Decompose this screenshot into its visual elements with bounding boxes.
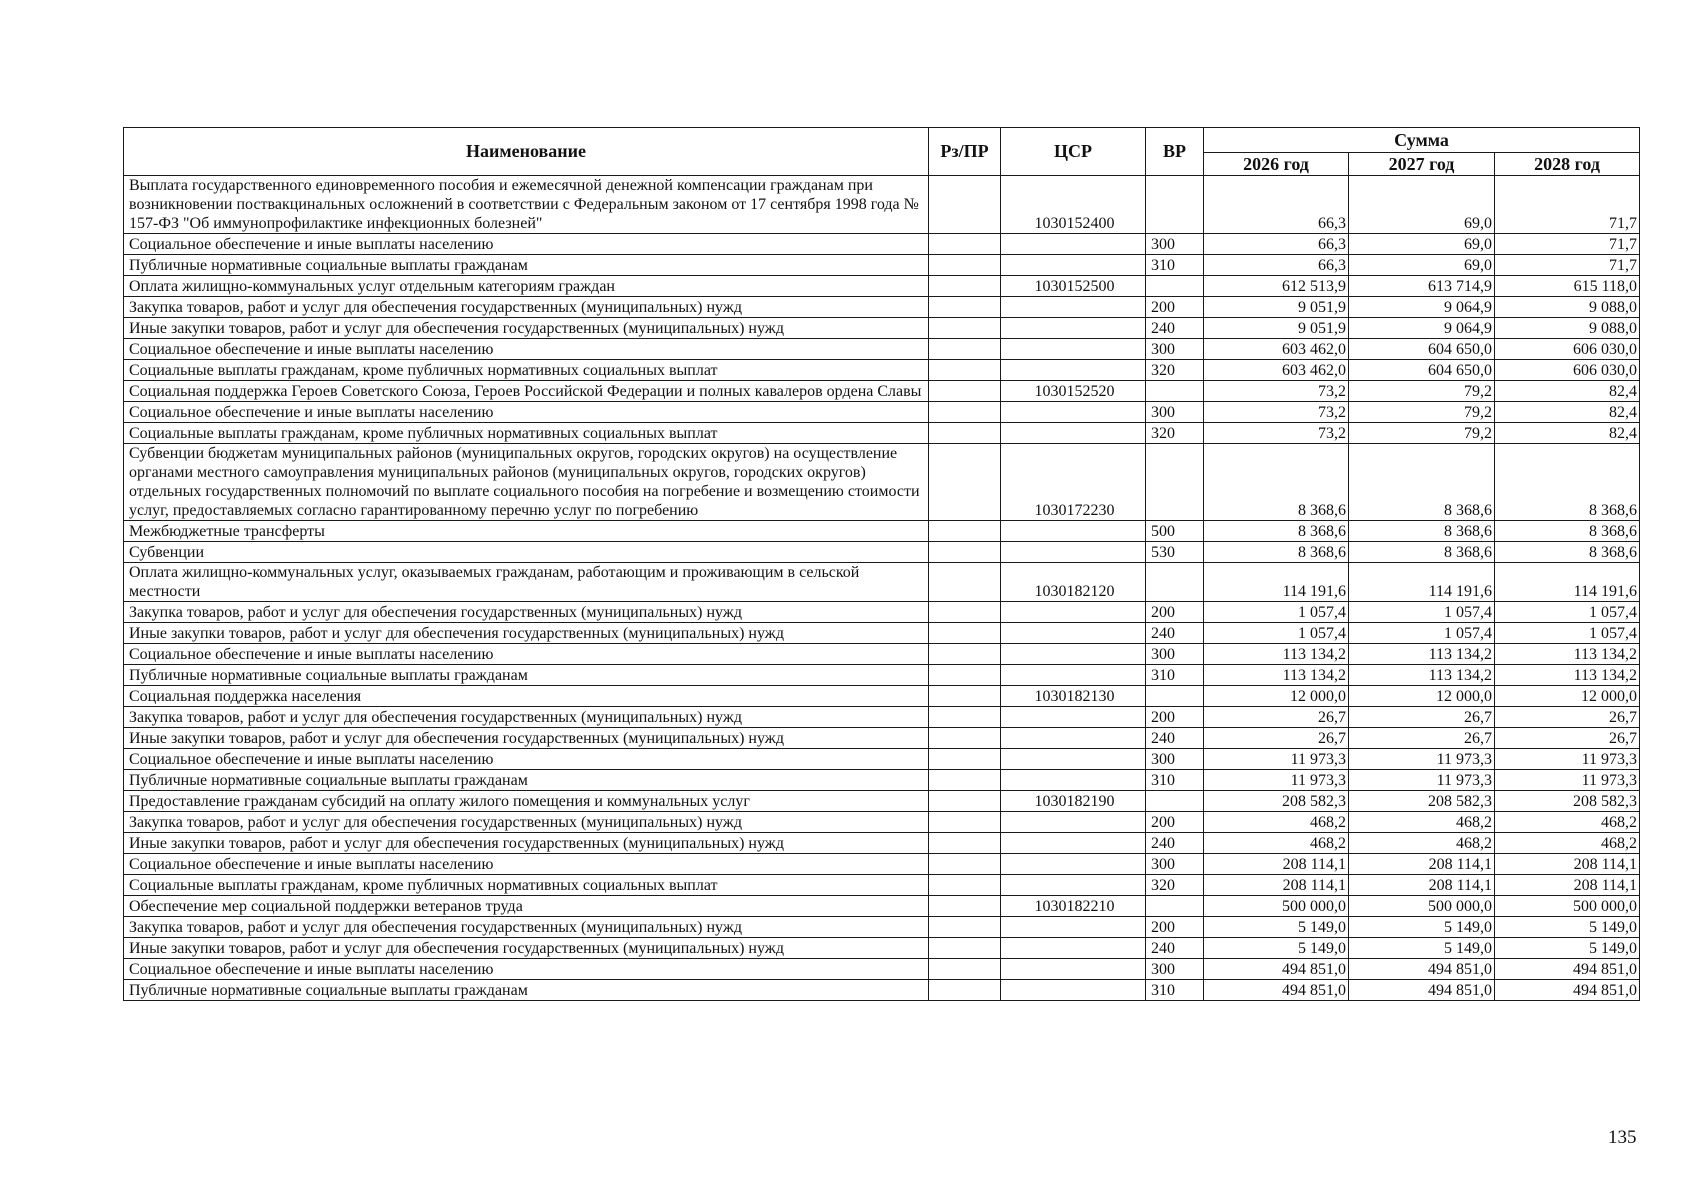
row-csr — [1001, 812, 1146, 833]
row-name: Социальное обеспечение и иные выплаты населению — [124, 959, 929, 980]
row-vr: 300 — [1146, 959, 1204, 980]
row-vr — [1146, 276, 1204, 297]
header-vr: ВР — [1146, 128, 1204, 176]
table-row — [124, 444, 1640, 521]
row-name: Предоставление гражданам субсидий на оплату жилого помещения и коммунальных услуг — [124, 791, 929, 812]
row-rzpr — [929, 381, 1001, 402]
row-name: Выплата государственного единовременного пособия и ежемесячной денежной компенсации гражданам при возникновении поствакцинальных осложнений в соответствии с Федеральным законом от 17 сентября 1998 года № 157-ФЗ "Об иммунопрофилактике инфекционных болезней" — [124, 176, 929, 234]
table-row — [124, 234, 1640, 255]
table-row — [124, 665, 1640, 686]
row-csr — [1001, 707, 1146, 728]
row-csr — [1001, 728, 1146, 749]
row-rzpr — [929, 521, 1001, 542]
row-value-2026: 494 851,0 — [1204, 959, 1349, 980]
row-value-2026: 26,7 — [1204, 728, 1349, 749]
row-value-2027: 1 057,4 — [1349, 623, 1495, 644]
row-value-2026: 8 368,6 — [1204, 542, 1349, 563]
row-value-2026: 1 057,4 — [1204, 602, 1349, 623]
row-name: Публичные нормативные социальные выплаты гражданам — [124, 665, 929, 686]
row-rzpr — [929, 686, 1001, 707]
row-value-2028: 26,7 — [1495, 707, 1640, 728]
row-vr: 310 — [1146, 980, 1204, 1001]
row-vr: 240 — [1146, 623, 1204, 644]
row-value-2026: 9 051,9 — [1204, 318, 1349, 339]
row-value-2028: 114 191,6 — [1495, 563, 1640, 602]
row-vr: 200 — [1146, 812, 1204, 833]
table-row — [124, 318, 1640, 339]
table-body — [124, 176, 1640, 1001]
row-name: Иные закупки товаров, работ и услуг для обеспечения государственных (муниципальных) нужд — [124, 728, 929, 749]
row-name: Социальные выплаты гражданам, кроме публичных нормативных социальных выплат — [124, 875, 929, 896]
row-value-2027: 5 149,0 — [1349, 938, 1495, 959]
row-name: Закупка товаров, работ и услуг для обеспечения государственных (муниципальных) нужд — [124, 917, 929, 938]
row-csr: 1030152400 — [1001, 176, 1146, 234]
row-value-2028: 208 582,3 — [1495, 791, 1640, 812]
row-value-2026: 208 114,1 — [1204, 854, 1349, 875]
row-csr — [1001, 665, 1146, 686]
row-value-2026: 494 851,0 — [1204, 980, 1349, 1001]
row-value-2028: 26,7 — [1495, 728, 1640, 749]
row-rzpr — [929, 854, 1001, 875]
row-value-2026: 11 973,3 — [1204, 770, 1349, 791]
table-row — [124, 959, 1640, 980]
row-value-2027: 8 368,6 — [1349, 521, 1495, 542]
row-value-2027: 604 650,0 — [1349, 339, 1495, 360]
table-row — [124, 176, 1640, 234]
row-vr — [1146, 896, 1204, 917]
row-value-2026: 468,2 — [1204, 812, 1349, 833]
row-value-2026: 66,3 — [1204, 176, 1349, 234]
table-row — [124, 623, 1640, 644]
row-value-2026: 73,2 — [1204, 402, 1349, 423]
page-number: 135 — [1608, 1127, 1637, 1148]
table-row — [124, 812, 1640, 833]
row-vr: 200 — [1146, 707, 1204, 728]
row-value-2027: 12 000,0 — [1349, 686, 1495, 707]
row-value-2027: 11 973,3 — [1349, 749, 1495, 770]
row-rzpr — [929, 318, 1001, 339]
row-csr: 1030182130 — [1001, 686, 1146, 707]
row-name: Закупка товаров, работ и услуг для обеспечения государственных (муниципальных) нужд — [124, 707, 929, 728]
row-csr — [1001, 339, 1146, 360]
row-name: Социальная поддержка населения — [124, 686, 929, 707]
row-value-2028: 494 851,0 — [1495, 959, 1640, 980]
row-value-2027: 604 650,0 — [1349, 360, 1495, 381]
row-rzpr — [929, 917, 1001, 938]
table-header — [124, 128, 1640, 176]
row-name: Иные закупки товаров, работ и услуг для обеспечения государственных (муниципальных) нужд — [124, 623, 929, 644]
table-row — [124, 381, 1640, 402]
row-value-2026: 5 149,0 — [1204, 938, 1349, 959]
row-vr — [1146, 563, 1204, 602]
row-csr — [1001, 542, 1146, 563]
row-name: Межбюджетные трансферты — [124, 521, 929, 542]
row-vr: 300 — [1146, 402, 1204, 423]
row-rzpr — [929, 276, 1001, 297]
header-year-2026: 2026 год — [1204, 153, 1349, 176]
row-csr: 1030172230 — [1001, 444, 1146, 521]
row-rzpr — [929, 749, 1001, 770]
row-value-2027: 500 000,0 — [1349, 896, 1495, 917]
row-rzpr — [929, 938, 1001, 959]
row-name: Иные закупки товаров, работ и услуг для обеспечения государственных (муниципальных) нужд — [124, 938, 929, 959]
row-name: Социальная поддержка Героев Советского Союза, Героев Российской Федерации и полных кавалеров ордена Славы — [124, 381, 929, 402]
row-value-2026: 73,2 — [1204, 381, 1349, 402]
row-value-2028: 12 000,0 — [1495, 686, 1640, 707]
table-row — [124, 791, 1640, 812]
row-name: Публичные нормативные социальные выплаты гражданам — [124, 770, 929, 791]
row-rzpr — [929, 402, 1001, 423]
row-value-2026: 8 368,6 — [1204, 521, 1349, 542]
row-value-2027: 113 134,2 — [1349, 665, 1495, 686]
row-value-2028: 606 030,0 — [1495, 360, 1640, 381]
row-value-2027: 69,0 — [1349, 234, 1495, 255]
row-value-2027: 494 851,0 — [1349, 959, 1495, 980]
row-name: Иные закупки товаров, работ и услуг для обеспечения государственных (муниципальных) нужд — [124, 318, 929, 339]
row-csr: 1030182190 — [1001, 791, 1146, 812]
row-rzpr — [929, 959, 1001, 980]
row-csr — [1001, 623, 1146, 644]
row-value-2028: 82,4 — [1495, 381, 1640, 402]
row-value-2026: 66,3 — [1204, 255, 1349, 276]
row-value-2026: 5 149,0 — [1204, 917, 1349, 938]
row-value-2027: 69,0 — [1349, 255, 1495, 276]
row-rzpr — [929, 602, 1001, 623]
row-vr: 310 — [1146, 665, 1204, 686]
row-value-2026: 113 134,2 — [1204, 665, 1349, 686]
row-value-2028: 71,7 — [1495, 255, 1640, 276]
row-vr — [1146, 176, 1204, 234]
row-name: Социальные выплаты гражданам, кроме публичных нормативных социальных выплат — [124, 360, 929, 381]
row-csr: 1030182120 — [1001, 563, 1146, 602]
row-value-2026: 26,7 — [1204, 707, 1349, 728]
header-year-2028: 2028 год — [1495, 153, 1640, 176]
row-value-2028: 82,4 — [1495, 402, 1640, 423]
row-value-2026: 1 057,4 — [1204, 623, 1349, 644]
row-vr: 320 — [1146, 360, 1204, 381]
row-name: Социальное обеспечение и иные выплаты населению — [124, 339, 929, 360]
row-value-2026: 500 000,0 — [1204, 896, 1349, 917]
row-vr: 200 — [1146, 602, 1204, 623]
row-value-2027: 69,0 — [1349, 176, 1495, 234]
row-name: Социальное обеспечение и иные выплаты населению — [124, 402, 929, 423]
row-name: Закупка товаров, работ и услуг для обеспечения государственных (муниципальных) нужд — [124, 297, 929, 318]
table-row — [124, 875, 1640, 896]
row-rzpr — [929, 644, 1001, 665]
row-csr — [1001, 917, 1146, 938]
row-value-2027: 26,7 — [1349, 728, 1495, 749]
row-value-2027: 113 134,2 — [1349, 644, 1495, 665]
row-value-2027: 8 368,6 — [1349, 444, 1495, 521]
row-vr: 300 — [1146, 644, 1204, 665]
row-value-2026: 208 582,3 — [1204, 791, 1349, 812]
header-csr: ЦСР — [1001, 128, 1146, 176]
row-value-2026: 12 000,0 — [1204, 686, 1349, 707]
row-vr: 300 — [1146, 234, 1204, 255]
row-rzpr — [929, 875, 1001, 896]
table-row — [124, 339, 1640, 360]
row-vr: 300 — [1146, 339, 1204, 360]
row-name: Публичные нормативные социальные выплаты гражданам — [124, 980, 929, 1001]
table-row — [124, 402, 1640, 423]
row-rzpr — [929, 791, 1001, 812]
row-value-2026: 208 114,1 — [1204, 875, 1349, 896]
table-row — [124, 423, 1640, 444]
row-csr — [1001, 234, 1146, 255]
row-vr — [1146, 444, 1204, 521]
row-csr — [1001, 854, 1146, 875]
row-rzpr — [929, 833, 1001, 854]
table-row — [124, 854, 1640, 875]
row-value-2027: 26,7 — [1349, 707, 1495, 728]
row-value-2028: 1 057,4 — [1495, 602, 1640, 623]
row-vr: 500 — [1146, 521, 1204, 542]
row-csr — [1001, 644, 1146, 665]
row-value-2026: 66,3 — [1204, 234, 1349, 255]
row-vr: 200 — [1146, 917, 1204, 938]
row-name: Закупка товаров, работ и услуг для обеспечения государственных (муниципальных) нужд — [124, 812, 929, 833]
row-rzpr — [929, 234, 1001, 255]
row-name: Социальное обеспечение и иные выплаты населению — [124, 749, 929, 770]
row-name: Социальные выплаты гражданам, кроме публичных нормативных социальных выплат — [124, 423, 929, 444]
row-value-2028: 1 057,4 — [1495, 623, 1640, 644]
row-value-2028: 113 134,2 — [1495, 665, 1640, 686]
row-value-2028: 71,7 — [1495, 234, 1640, 255]
table-row — [124, 276, 1640, 297]
row-name: Социальное обеспечение и иные выплаты населению — [124, 854, 929, 875]
row-csr — [1001, 980, 1146, 1001]
row-csr — [1001, 255, 1146, 276]
row-vr — [1146, 381, 1204, 402]
table-row — [124, 938, 1640, 959]
row-vr: 320 — [1146, 423, 1204, 444]
row-vr: 300 — [1146, 749, 1204, 770]
row-value-2027: 613 714,9 — [1349, 276, 1495, 297]
row-rzpr — [929, 980, 1001, 1001]
row-value-2027: 79,2 — [1349, 402, 1495, 423]
row-vr — [1146, 686, 1204, 707]
row-name: Публичные нормативные социальные выплаты гражданам — [124, 255, 929, 276]
row-value-2027: 79,2 — [1349, 423, 1495, 444]
row-value-2028: 8 368,6 — [1495, 521, 1640, 542]
row-value-2026: 612 513,9 — [1204, 276, 1349, 297]
row-csr — [1001, 602, 1146, 623]
table-row — [124, 602, 1640, 623]
row-value-2028: 9 088,0 — [1495, 318, 1640, 339]
row-value-2027: 468,2 — [1349, 812, 1495, 833]
row-csr: 1030152500 — [1001, 276, 1146, 297]
row-csr — [1001, 423, 1146, 444]
row-value-2028: 208 114,1 — [1495, 875, 1640, 896]
row-value-2028: 606 030,0 — [1495, 339, 1640, 360]
table-row — [124, 686, 1640, 707]
row-value-2028: 615 118,0 — [1495, 276, 1640, 297]
row-rzpr — [929, 665, 1001, 686]
row-name: Оплата жилищно-коммунальных услуг, оказываемых гражданам, работающим и проживающим в сельской местности — [124, 563, 929, 602]
budget-table — [123, 127, 1640, 1001]
row-rzpr — [929, 360, 1001, 381]
row-value-2026: 603 462,0 — [1204, 339, 1349, 360]
row-csr — [1001, 770, 1146, 791]
row-value-2026: 603 462,0 — [1204, 360, 1349, 381]
row-rzpr — [929, 896, 1001, 917]
row-vr: 530 — [1146, 542, 1204, 563]
row-value-2027: 494 851,0 — [1349, 980, 1495, 1001]
row-value-2028: 11 973,3 — [1495, 749, 1640, 770]
table-row — [124, 749, 1640, 770]
row-value-2026: 11 973,3 — [1204, 749, 1349, 770]
table-row — [124, 521, 1640, 542]
row-value-2028: 11 973,3 — [1495, 770, 1640, 791]
row-value-2027: 9 064,9 — [1349, 297, 1495, 318]
row-value-2026: 8 368,6 — [1204, 444, 1349, 521]
row-vr: 240 — [1146, 833, 1204, 854]
row-name: Обеспечение мер социальной поддержки ветеранов труда — [124, 896, 929, 917]
row-value-2027: 468,2 — [1349, 833, 1495, 854]
table-row — [124, 542, 1640, 563]
row-csr: 1030182210 — [1001, 896, 1146, 917]
row-csr — [1001, 402, 1146, 423]
row-rzpr — [929, 444, 1001, 521]
row-name: Закупка товаров, работ и услуг для обеспечения государственных (муниципальных) нужд — [124, 602, 929, 623]
row-csr: 1030152520 — [1001, 381, 1146, 402]
row-value-2027: 208 114,1 — [1349, 854, 1495, 875]
row-value-2027: 5 149,0 — [1349, 917, 1495, 938]
table-row — [124, 360, 1640, 381]
header-rzpr: Рз/ПР — [929, 128, 1001, 176]
table-row — [124, 770, 1640, 791]
row-value-2027: 1 057,4 — [1349, 602, 1495, 623]
row-value-2028: 5 149,0 — [1495, 917, 1640, 938]
row-csr — [1001, 318, 1146, 339]
row-rzpr — [929, 542, 1001, 563]
row-csr — [1001, 360, 1146, 381]
row-value-2028: 9 088,0 — [1495, 297, 1640, 318]
row-value-2027: 208 114,1 — [1349, 875, 1495, 896]
row-name: Социальное обеспечение и иные выплаты населению — [124, 644, 929, 665]
row-value-2027: 208 582,3 — [1349, 791, 1495, 812]
row-rzpr — [929, 339, 1001, 360]
row-value-2027: 11 973,3 — [1349, 770, 1495, 791]
row-csr — [1001, 749, 1146, 770]
row-vr: 310 — [1146, 770, 1204, 791]
row-vr: 320 — [1146, 875, 1204, 896]
row-vr: 200 — [1146, 297, 1204, 318]
row-value-2026: 73,2 — [1204, 423, 1349, 444]
row-value-2028: 500 000,0 — [1495, 896, 1640, 917]
row-rzpr — [929, 707, 1001, 728]
row-value-2026: 9 051,9 — [1204, 297, 1349, 318]
row-csr — [1001, 938, 1146, 959]
row-csr — [1001, 521, 1146, 542]
row-rzpr — [929, 623, 1001, 644]
row-value-2026: 468,2 — [1204, 833, 1349, 854]
table-row — [124, 728, 1640, 749]
header-year-2027: 2027 год — [1349, 153, 1495, 176]
row-value-2028: 82,4 — [1495, 423, 1640, 444]
row-value-2028: 8 368,6 — [1495, 444, 1640, 521]
row-vr: 240 — [1146, 318, 1204, 339]
header-sum: Сумма — [1204, 128, 1640, 153]
table-row — [124, 297, 1640, 318]
row-vr: 240 — [1146, 728, 1204, 749]
row-value-2028: 208 114,1 — [1495, 854, 1640, 875]
row-csr — [1001, 875, 1146, 896]
table-row — [124, 917, 1640, 938]
row-value-2027: 114 191,6 — [1349, 563, 1495, 602]
row-value-2026: 113 134,2 — [1204, 644, 1349, 665]
row-csr — [1001, 959, 1146, 980]
row-vr: 300 — [1146, 854, 1204, 875]
row-value-2028: 468,2 — [1495, 833, 1640, 854]
row-value-2028: 468,2 — [1495, 812, 1640, 833]
header-name: Наименование — [124, 128, 929, 176]
row-vr: 310 — [1146, 255, 1204, 276]
table-row — [124, 833, 1640, 854]
row-rzpr — [929, 423, 1001, 444]
row-csr — [1001, 833, 1146, 854]
row-value-2026: 114 191,6 — [1204, 563, 1349, 602]
row-rzpr — [929, 176, 1001, 234]
row-rzpr — [929, 770, 1001, 791]
row-rzpr — [929, 563, 1001, 602]
row-rzpr — [929, 812, 1001, 833]
row-name: Оплата жилищно-коммунальных услуг отдельным категориям граждан — [124, 276, 929, 297]
row-name: Субвенции бюджетам муниципальных районов (муниципальных округов, городских округов) на осуществление органами местного самоуправления муниципальных районов (муниципальных округов, городских округов) отдельных государственных полномочий по выплате социального пособия на погребение и возмещению стоимости услуг, предоставляемых согласно гарантированному перечню услуг по погребению — [124, 444, 929, 521]
row-rzpr — [929, 255, 1001, 276]
row-value-2028: 113 134,2 — [1495, 644, 1640, 665]
row-value-2028: 71,7 — [1495, 176, 1640, 234]
table-row — [124, 255, 1640, 276]
table-row — [124, 707, 1640, 728]
row-name: Социальное обеспечение и иные выплаты населению — [124, 234, 929, 255]
table-row — [124, 563, 1640, 602]
row-rzpr — [929, 728, 1001, 749]
row-vr — [1146, 791, 1204, 812]
row-name: Субвенции — [124, 542, 929, 563]
row-value-2028: 8 368,6 — [1495, 542, 1640, 563]
row-value-2028: 5 149,0 — [1495, 938, 1640, 959]
row-name: Иные закупки товаров, работ и услуг для обеспечения государственных (муниципальных) нужд — [124, 833, 929, 854]
table-row — [124, 896, 1640, 917]
row-csr — [1001, 297, 1146, 318]
row-value-2027: 9 064,9 — [1349, 318, 1495, 339]
table-row — [124, 980, 1640, 1001]
table-row — [124, 644, 1640, 665]
row-vr: 240 — [1146, 938, 1204, 959]
row-value-2027: 8 368,6 — [1349, 542, 1495, 563]
row-value-2028: 494 851,0 — [1495, 980, 1640, 1001]
row-rzpr — [929, 297, 1001, 318]
row-value-2027: 79,2 — [1349, 381, 1495, 402]
